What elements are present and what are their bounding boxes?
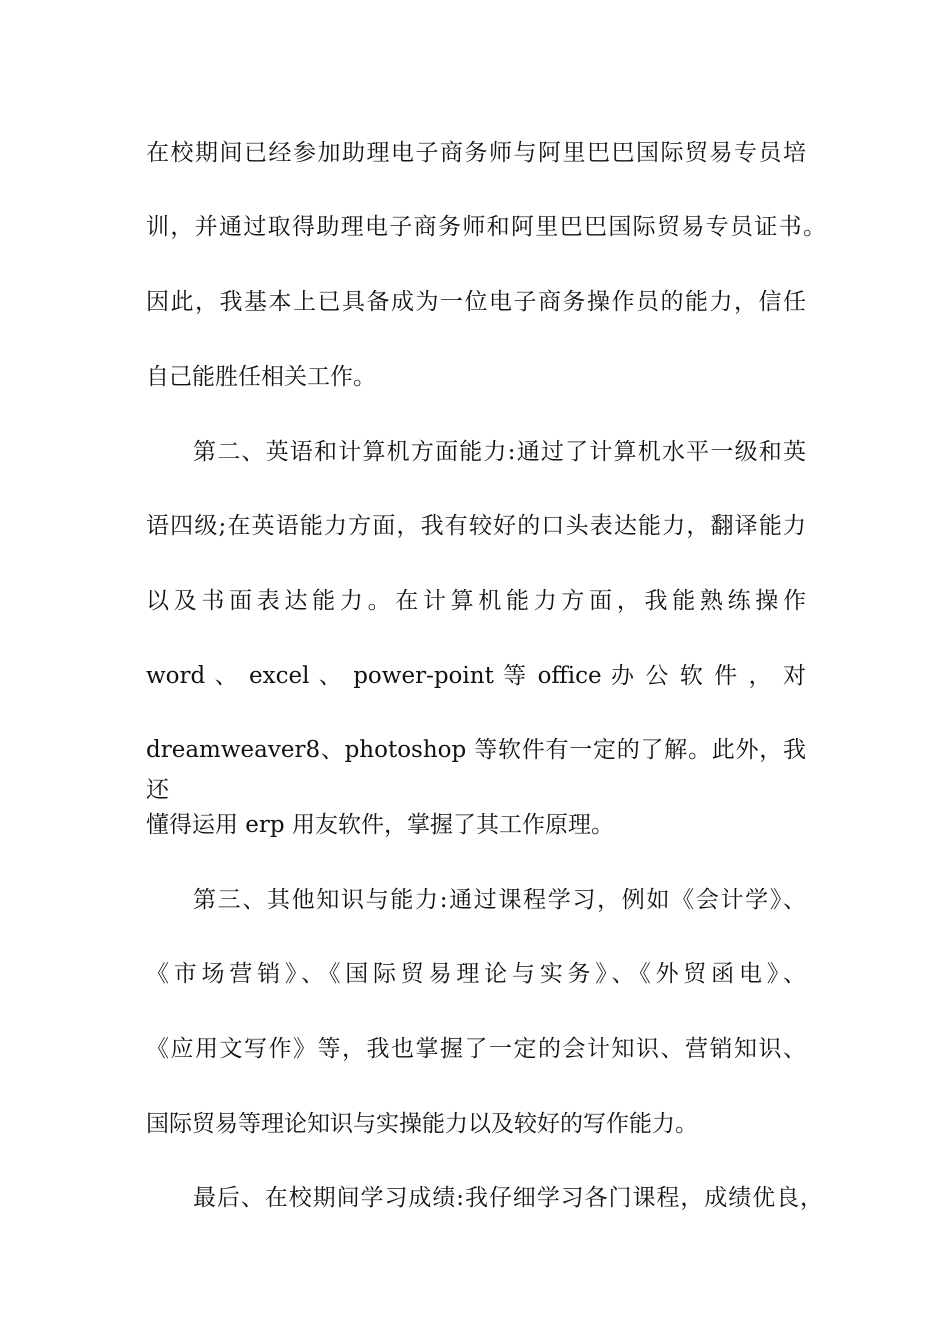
text-line: word 、 excel 、 power-point 等 office 办 公 软 件 ， 对	[146, 663, 806, 689]
text-line: 自己能胜任相关工作。	[146, 364, 376, 390]
text-line: dreamweaver8、photoshop 等软件有一定的了解。此外，我还	[146, 737, 806, 803]
text-line: 国际贸易等理论知识与实操能力以及较好的写作能力。	[146, 1111, 698, 1137]
text-line: 训，并通过取得助理电子商务师和阿里巴巴国际贸易专员证书。	[146, 214, 826, 240]
text-line: 第二、英语和计算机方面能力:通过了计算机水平一级和英	[193, 439, 806, 465]
text-line: 语四级;在英语能力方面，我有较好的口头表达能力，翻译能力	[146, 513, 806, 539]
text-line: 以及书面表达能力。在计算机能力方面，我能熟练操作	[146, 588, 806, 614]
text-line: 第三、其他知识与能力:通过课程学习，例如《会计学》、	[193, 887, 806, 913]
text-line: 在校期间已经参加助理电子商务师与阿里巴巴国际贸易专员培	[146, 140, 806, 166]
text-line: 因此，我基本上已具备成为一位电子商务操作员的能力，信任	[146, 289, 806, 315]
text-line: 懂得运用 erp 用友软件，掌握了其工作原理。	[146, 812, 614, 838]
text-line: 《应用文写作》等，我也掌握了一定的会计知识、营销知识、	[146, 1036, 806, 1062]
text-line: 最后、在校期间学习成绩:我仔细学习各门课程，成绩优良，	[193, 1185, 823, 1211]
text-line: 《市场营销》、《国际贸易理论与实务》、《外贸函电》、	[146, 961, 806, 987]
